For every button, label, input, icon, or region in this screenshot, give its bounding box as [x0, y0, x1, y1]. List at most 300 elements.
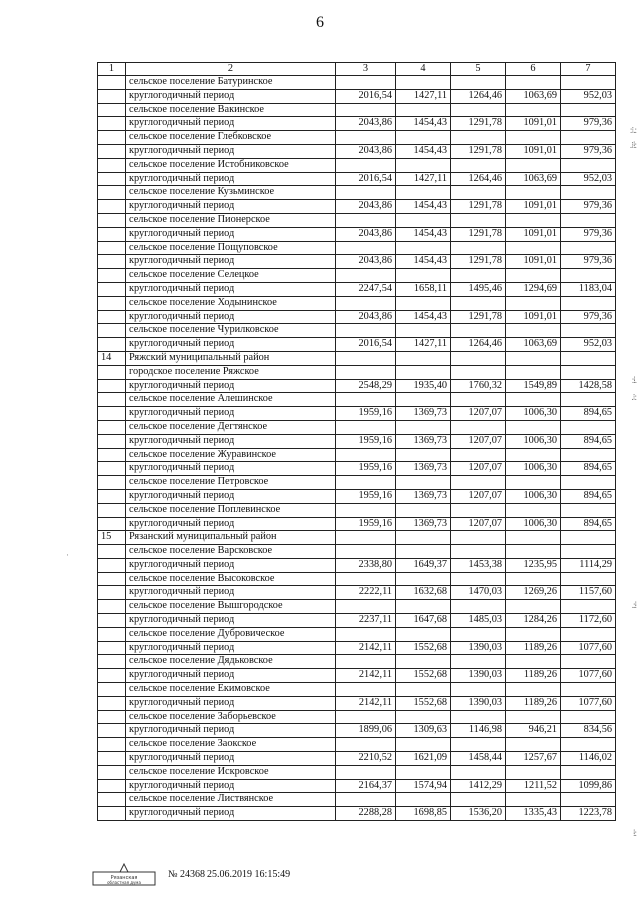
row-label: сельское поселение Журавинское: [126, 448, 336, 462]
cell-value: [451, 600, 506, 614]
cell-value: [451, 503, 506, 517]
cell-value: [396, 158, 451, 172]
cell-value: [451, 269, 506, 283]
cell-value: 1454,43: [396, 200, 451, 214]
row-label: сельское поселение Екимовское: [126, 683, 336, 697]
cell-value: [451, 627, 506, 641]
table-row-values: [98, 117, 616, 131]
cell-value: [336, 76, 396, 90]
cell-value: [336, 531, 396, 545]
cell-value: 1427,11: [396, 172, 451, 186]
cell-value: [396, 186, 451, 200]
row-index: [98, 365, 126, 379]
cell-value: 1390,03: [451, 669, 506, 683]
cell-value: [506, 710, 561, 724]
cell-value: [336, 683, 396, 697]
cell-value: [561, 448, 616, 462]
cell-value: [336, 793, 396, 807]
cell-value: 2043,86: [336, 227, 396, 241]
row-label: сельское поселение Дядьковское: [126, 655, 336, 669]
row-label: круглогодичный период: [126, 724, 336, 738]
cell-value: [561, 572, 616, 586]
table-row-values: [98, 200, 616, 214]
cell-value: 1207,07: [451, 489, 506, 503]
cell-value: [336, 503, 396, 517]
cell-value: 2164,37: [336, 779, 396, 793]
cell-value: [506, 600, 561, 614]
cell-value: [451, 793, 506, 807]
row-label: сельское поселение Листвянское: [126, 793, 336, 807]
cell-value: 1006,30: [506, 434, 561, 448]
cell-value: [561, 296, 616, 310]
row-label: круглогодичный период: [126, 338, 336, 352]
row-label: круглогодичный период: [126, 752, 336, 766]
scan-dot-mark: ·: [66, 550, 69, 560]
cell-value: 1207,07: [451, 462, 506, 476]
table-row-heading: [98, 655, 616, 669]
row-index: [98, 338, 126, 352]
cell-value: 1264,46: [451, 89, 506, 103]
cell-value: [396, 531, 451, 545]
cell-value: [396, 269, 451, 283]
cell-value: [396, 393, 451, 407]
cell-value: [396, 600, 451, 614]
row-label: сельское поселение Вакинское: [126, 103, 336, 117]
cell-value: [451, 186, 506, 200]
cell-value: 1077,60: [561, 696, 616, 710]
row-index: [98, 158, 126, 172]
cell-value: 1390,03: [451, 696, 506, 710]
cell-value: [336, 655, 396, 669]
row-index: [98, 752, 126, 766]
row-index: [98, 793, 126, 807]
cell-value: [451, 241, 506, 255]
cell-value: 979,36: [561, 117, 616, 131]
cell-value: [506, 365, 561, 379]
cell-value: 1189,26: [506, 669, 561, 683]
table-row-heading: [98, 600, 616, 614]
row-index: [98, 324, 126, 338]
cell-value: 1291,78: [451, 200, 506, 214]
cell-value: [506, 186, 561, 200]
cell-value: [451, 351, 506, 365]
cell-value: 2142,11: [336, 696, 396, 710]
row-label: Ряжский муниципальный район: [126, 351, 336, 365]
row-label: круглогодичный период: [126, 172, 336, 186]
table-row-values: [98, 752, 616, 766]
cell-value: 2043,86: [336, 310, 396, 324]
cell-value: [396, 420, 451, 434]
cell-value: [561, 476, 616, 490]
cell-value: [506, 241, 561, 255]
row-index: [98, 614, 126, 628]
row-label: круглогодичный период: [126, 669, 336, 683]
cell-value: [561, 76, 616, 90]
cell-value: 1959,16: [336, 517, 396, 531]
cell-value: 1114,29: [561, 558, 616, 572]
cell-value: [561, 627, 616, 641]
scan-margin-mark: :⁞.: [631, 375, 636, 385]
cell-value: 2338,80: [336, 558, 396, 572]
cell-value: [506, 324, 561, 338]
row-label: круглогодичный период: [126, 407, 336, 421]
cell-value: [506, 572, 561, 586]
table-row-values: [98, 807, 616, 821]
row-label: сельское поселение Искровское: [126, 765, 336, 779]
cell-value: 1427,11: [396, 338, 451, 352]
row-index: [98, 724, 126, 738]
row-index: [98, 186, 126, 200]
cell-value: [561, 351, 616, 365]
cell-value: 894,65: [561, 462, 616, 476]
cell-value: [336, 213, 396, 227]
table-row-heading: [98, 476, 616, 490]
cell-value: [451, 324, 506, 338]
cell-value: 1291,78: [451, 255, 506, 269]
cell-value: [506, 448, 561, 462]
cell-value: 2043,86: [336, 255, 396, 269]
scan-margin-mark: ⁞:: [632, 828, 636, 838]
cell-value: 1454,43: [396, 310, 451, 324]
cell-value: 1454,43: [396, 144, 451, 158]
row-index: [98, 420, 126, 434]
cell-value: [451, 765, 506, 779]
cell-value: 2210,52: [336, 752, 396, 766]
cell-value: 1454,43: [396, 117, 451, 131]
cell-value: 946,21: [506, 724, 561, 738]
row-index: [98, 807, 126, 821]
cell-value: [561, 103, 616, 117]
row-index: [98, 89, 126, 103]
cell-value: 894,65: [561, 489, 616, 503]
cell-value: 1369,73: [396, 434, 451, 448]
cell-value: [506, 351, 561, 365]
cell-value: 1574,94: [396, 779, 451, 793]
row-index: [98, 586, 126, 600]
table-row-heading: [98, 572, 616, 586]
cell-value: 1157,60: [561, 586, 616, 600]
row-index: [98, 572, 126, 586]
cell-value: 2016,54: [336, 338, 396, 352]
row-label: круглогодичный период: [126, 807, 336, 821]
row-label: сельское поселение Варсковское: [126, 545, 336, 559]
cell-value: [506, 296, 561, 310]
table-row-heading: [98, 158, 616, 172]
cell-value: 1091,01: [506, 255, 561, 269]
tariff-table-body: [98, 76, 616, 821]
cell-value: 1621,09: [396, 752, 451, 766]
table-row-heading: [98, 103, 616, 117]
cell-value: [336, 158, 396, 172]
cell-value: [561, 158, 616, 172]
cell-value: 1412,29: [451, 779, 506, 793]
table-row-heading: [98, 448, 616, 462]
cell-value: [451, 76, 506, 90]
cell-value: 834,56: [561, 724, 616, 738]
table-row-values: [98, 779, 616, 793]
cell-value: 1189,26: [506, 696, 561, 710]
cell-value: [561, 710, 616, 724]
row-label: городское поселение Ряжское: [126, 365, 336, 379]
table-row-values: [98, 310, 616, 324]
cell-value: [336, 545, 396, 559]
row-index: [98, 503, 126, 517]
cell-value: 1006,30: [506, 489, 561, 503]
cell-value: 1552,68: [396, 696, 451, 710]
cell-value: [561, 131, 616, 145]
column-header: 7: [561, 63, 616, 76]
table-row-values: [98, 724, 616, 738]
row-label: круглогодичный период: [126, 586, 336, 600]
row-label: сельское поселение Высоковское: [126, 572, 336, 586]
cell-value: 1264,46: [451, 172, 506, 186]
cell-value: 1294,69: [506, 282, 561, 296]
cell-value: 1549,89: [506, 379, 561, 393]
cell-value: [506, 476, 561, 490]
table-row-values: [98, 379, 616, 393]
row-index: [98, 117, 126, 131]
row-label: Рязанский муниципальный район: [126, 531, 336, 545]
row-label: круглогодичный период: [126, 200, 336, 214]
cell-value: [396, 131, 451, 145]
cell-value: [451, 213, 506, 227]
row-index: [98, 696, 126, 710]
scan-margin-mark: .⁝:: [631, 392, 636, 402]
cell-value: [396, 351, 451, 365]
cell-value: 1189,26: [506, 641, 561, 655]
row-label: сельское поселение Глебковское: [126, 131, 336, 145]
row-index: [98, 200, 126, 214]
table-row-heading: [98, 76, 616, 90]
row-index: [98, 269, 126, 283]
cell-value: [396, 476, 451, 490]
table-row-heading: [98, 365, 616, 379]
cell-value: [336, 738, 396, 752]
cell-value: 1006,30: [506, 517, 561, 531]
row-label: сельское поселение Алешинское: [126, 393, 336, 407]
row-label: круглогодичный период: [126, 144, 336, 158]
cell-value: [561, 503, 616, 517]
column-header: 3: [336, 63, 396, 76]
cell-value: [336, 324, 396, 338]
cell-value: [561, 600, 616, 614]
cell-value: [336, 765, 396, 779]
cell-value: [561, 269, 616, 283]
row-index: [98, 545, 126, 559]
cell-value: [451, 448, 506, 462]
table-row-values: [98, 517, 616, 531]
column-header: 5: [451, 63, 506, 76]
table-row-heading: [98, 420, 616, 434]
row-index: [98, 227, 126, 241]
cell-value: [396, 683, 451, 697]
row-label: круглогодичный период: [126, 517, 336, 531]
row-index: [98, 683, 126, 697]
row-index: [98, 241, 126, 255]
row-index: [98, 131, 126, 145]
table-row-values: [98, 227, 616, 241]
cell-value: 2548,29: [336, 379, 396, 393]
cell-value: [396, 296, 451, 310]
row-index: [98, 407, 126, 421]
row-label: сельское поселение Дегтянское: [126, 420, 336, 434]
row-index: [98, 738, 126, 752]
cell-value: [451, 476, 506, 490]
table-row-heading: [98, 213, 616, 227]
table-row-values: [98, 89, 616, 103]
row-label: сельское поселение Дубровическое: [126, 627, 336, 641]
row-label: сельское поселение Вышгородское: [126, 600, 336, 614]
cell-value: [561, 738, 616, 752]
cell-value: 1291,78: [451, 227, 506, 241]
cell-value: 1658,11: [396, 282, 451, 296]
table-row-heading: [98, 324, 616, 338]
cell-value: [396, 627, 451, 641]
cell-value: 979,36: [561, 200, 616, 214]
row-index: [98, 641, 126, 655]
cell-value: [561, 324, 616, 338]
table-row-values: [98, 282, 616, 296]
row-label: сельское поселение Ходынинское: [126, 296, 336, 310]
row-index: [98, 779, 126, 793]
cell-value: 2142,11: [336, 641, 396, 655]
cell-value: [561, 420, 616, 434]
cell-value: 1284,26: [506, 614, 561, 628]
scan-margin-mark: :⁝.:: [629, 125, 636, 135]
cell-value: [561, 793, 616, 807]
cell-value: [336, 269, 396, 283]
row-index: [98, 669, 126, 683]
cell-value: [451, 131, 506, 145]
cell-value: 952,03: [561, 89, 616, 103]
cell-value: [451, 365, 506, 379]
row-index: [98, 255, 126, 269]
table-row-values: [98, 144, 616, 158]
stamp-line-2: областная дума: [107, 880, 141, 885]
table-row-heading: [98, 351, 616, 365]
cell-value: [506, 627, 561, 641]
cell-value: 2043,86: [336, 117, 396, 131]
cell-value: [506, 269, 561, 283]
row-label: сельское поселение Пощуповское: [126, 241, 336, 255]
cell-value: 1183,04: [561, 282, 616, 296]
cell-value: 1207,07: [451, 407, 506, 421]
cell-value: 2237,11: [336, 614, 396, 628]
cell-value: 2016,54: [336, 172, 396, 186]
table-row-values: [98, 407, 616, 421]
cell-value: [396, 241, 451, 255]
cell-value: [561, 683, 616, 697]
row-index: [98, 448, 126, 462]
scan-margin-mark: .:⁞: [631, 600, 636, 610]
row-label: сельское поселение Батуринское: [126, 76, 336, 90]
cell-value: 1077,60: [561, 641, 616, 655]
row-index: [98, 476, 126, 490]
row-index: 14: [98, 351, 126, 365]
row-label: круглогодичный период: [126, 696, 336, 710]
cell-value: 2222,11: [336, 586, 396, 600]
cell-value: [451, 393, 506, 407]
cell-value: 1269,26: [506, 586, 561, 600]
row-label: сельское поселение Заборьевское: [126, 710, 336, 724]
row-label: круглогодичный период: [126, 614, 336, 628]
row-index: [98, 213, 126, 227]
cell-value: 1063,69: [506, 172, 561, 186]
cell-value: [396, 213, 451, 227]
cell-value: [396, 365, 451, 379]
cell-value: [451, 655, 506, 669]
row-index: [98, 489, 126, 503]
cell-value: 1091,01: [506, 117, 561, 131]
table-header-row: [98, 63, 616, 76]
table-row-heading: [98, 738, 616, 752]
cell-value: 1390,03: [451, 641, 506, 655]
cell-value: [396, 545, 451, 559]
cell-value: 979,36: [561, 255, 616, 269]
cell-value: 1309,63: [396, 724, 451, 738]
cell-value: [506, 503, 561, 517]
document-number: № 24368: [168, 868, 206, 880]
cell-value: [506, 158, 561, 172]
row-index: [98, 379, 126, 393]
row-index: [98, 600, 126, 614]
cell-value: [561, 241, 616, 255]
cell-value: [396, 765, 451, 779]
cell-value: 1172,60: [561, 614, 616, 628]
cell-value: [506, 655, 561, 669]
cell-value: [336, 710, 396, 724]
row-index: [98, 462, 126, 476]
cell-value: [336, 365, 396, 379]
row-index: [98, 765, 126, 779]
cell-value: [396, 655, 451, 669]
cell-value: [506, 545, 561, 559]
footer: [92, 862, 290, 886]
cell-value: 2016,54: [336, 89, 396, 103]
cell-value: 1291,78: [451, 144, 506, 158]
row-label: круглогодичный период: [126, 462, 336, 476]
cell-value: 979,36: [561, 144, 616, 158]
table-row-heading: [98, 683, 616, 697]
cell-value: [396, 738, 451, 752]
cell-value: [396, 572, 451, 586]
table-row-values: [98, 669, 616, 683]
table-row-values: [98, 614, 616, 628]
cell-value: [396, 710, 451, 724]
row-label: круглогодичный период: [126, 558, 336, 572]
cell-value: [336, 351, 396, 365]
row-label: круглогодичный период: [126, 310, 336, 324]
cell-value: [396, 793, 451, 807]
cell-value: 1207,07: [451, 517, 506, 531]
cell-value: [396, 76, 451, 90]
row-label: круглогодичный период: [126, 779, 336, 793]
cell-value: 1077,60: [561, 669, 616, 683]
cell-value: [451, 738, 506, 752]
cell-value: [561, 545, 616, 559]
cell-value: 2043,86: [336, 144, 396, 158]
cell-value: 1211,52: [506, 779, 561, 793]
row-label: круглогодичный период: [126, 641, 336, 655]
cell-value: [451, 103, 506, 117]
row-index: [98, 310, 126, 324]
row-index: 15: [98, 531, 126, 545]
cell-value: [336, 131, 396, 145]
cell-value: 1495,46: [451, 282, 506, 296]
cell-value: 1959,16: [336, 407, 396, 421]
cell-value: [451, 545, 506, 559]
row-index: [98, 558, 126, 572]
